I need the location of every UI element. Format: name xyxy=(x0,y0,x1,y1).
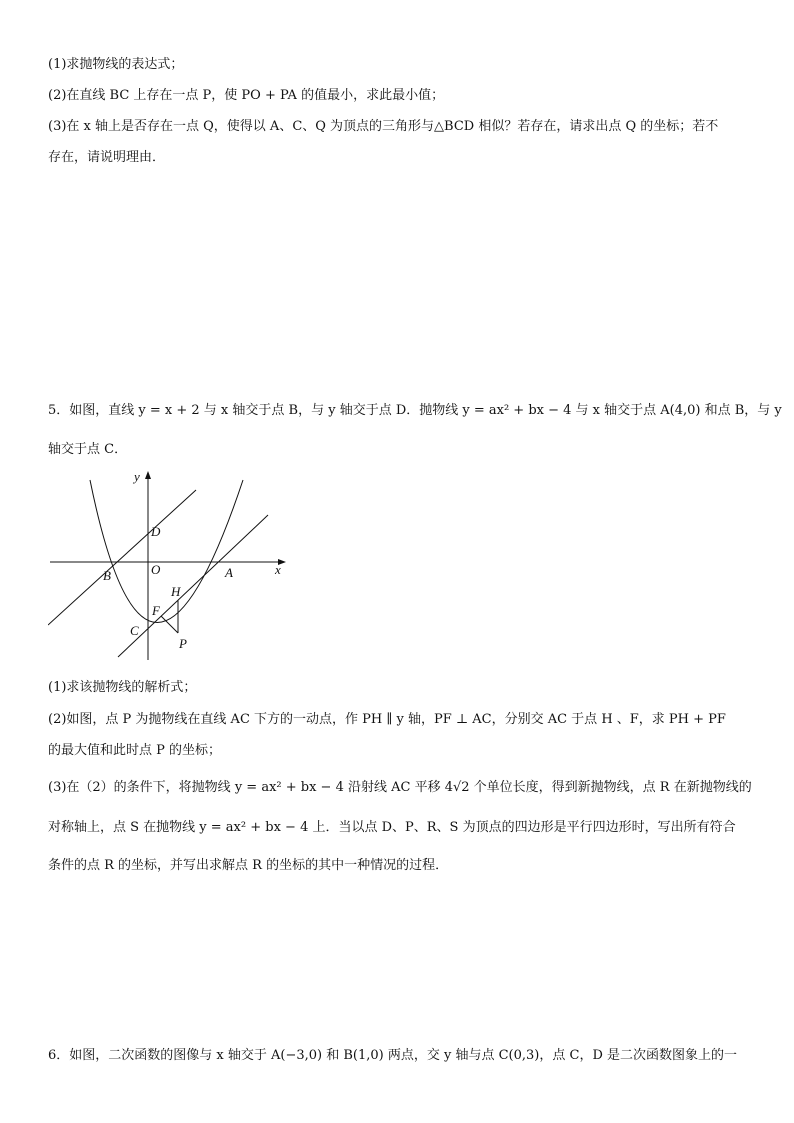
problem-5-q1: (1)求该抛物线的解析式； xyxy=(48,680,197,695)
label-h: H xyxy=(171,584,181,599)
problem-5-line-2: 轴交于点 C． xyxy=(48,442,128,457)
label-x: x xyxy=(275,562,281,577)
label-f: F xyxy=(152,603,160,618)
line-ac xyxy=(118,515,268,657)
label-c: C xyxy=(130,623,139,638)
text-line-3: (3)在 x 轴上是否存在一点 Q，使得以 A、C、Q 为顶点的三角形与△BCD 相似？若存在，请求出点 Q 的坐标；若不 xyxy=(48,119,719,134)
text-line-1: (1)求抛物线的表达式； xyxy=(48,57,184,72)
text-line-2: (2)在直线 BC 上存在一点 P，使 PO + PA 的值最小，求此最小值； xyxy=(48,88,445,103)
problem-5-line-1: 5．如图，直线 y = x + 2 与 x 轴交于点 B，与 y 轴交于点 D．抛物线 y = ax² + bx − 4 与 x 轴交于点 A(4,0) 和点 B，与 y xyxy=(48,403,782,418)
problem-5-q2-line-1: (2)如图，点 P 为抛物线在直线 AC 下方的一动点，作 PH ∥ y 轴，PF ⊥ AC，分别交 AC 于点 H 、F，求 PH + PF xyxy=(48,712,726,727)
problem-6-line-1: 6．如图，二次函数的图像与 x 轴交于 A(−3,0) 和 B(1,0) 两点，交 y 轴与点 C(0,3)，点 C，D 是二次函数图象上的一 xyxy=(48,1048,738,1063)
y-axis-arrow xyxy=(145,471,151,479)
problem-5-q3-line-1: (3)在（2）的条件下，将抛物线 y = ax² + bx − 4 沿射线 AC 平移 4√2 个单位长度，得到新抛物线，点 R 在新抛物线的 xyxy=(48,780,752,795)
problem-5-q3-line-2: 对称轴上，点 S 在抛物线 y = ax² + bx − 4 上．当以点 D、P、R、S 为顶点的四边形是平行四边形时，写出所有符合 xyxy=(48,820,736,835)
label-y: y xyxy=(134,469,140,484)
parabola-figure xyxy=(48,465,298,660)
label-b: B xyxy=(103,568,111,583)
label-d: D xyxy=(151,524,161,539)
problem-5-q3-line-3: 条件的点 R 的坐标，并写出求解点 R 的坐标的其中一种情况的过程． xyxy=(48,858,449,873)
label-o: O xyxy=(151,562,161,577)
label-p: P xyxy=(179,636,187,651)
problem-5-q2-line-2: 的最大值和此时点 P 的坐标； xyxy=(48,743,222,758)
text-line-4: 存在，请说明理由． xyxy=(48,150,166,165)
parabola-curve xyxy=(90,480,243,623)
label-a: A xyxy=(225,565,233,580)
